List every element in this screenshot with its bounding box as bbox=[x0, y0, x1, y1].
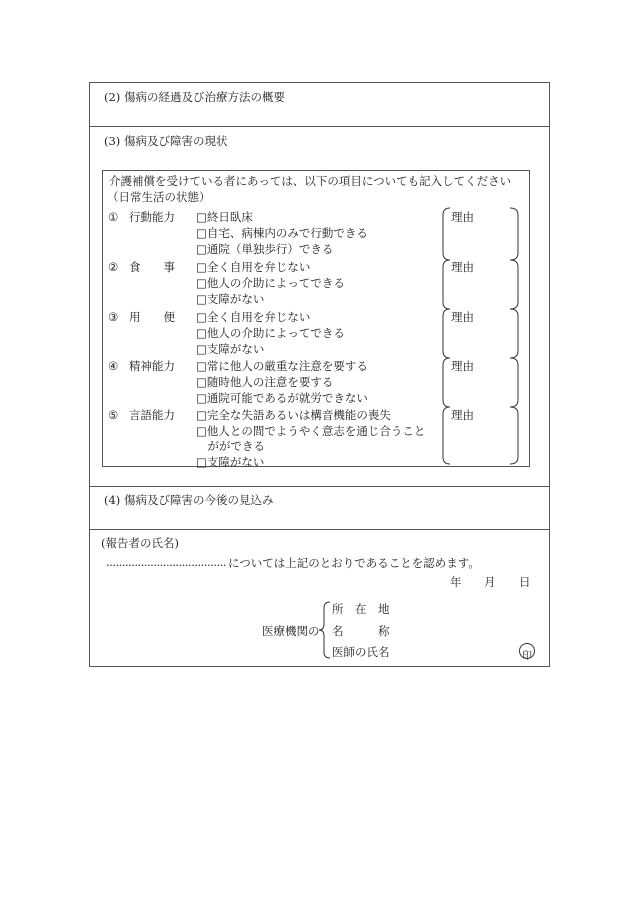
divider-3 bbox=[89, 529, 550, 530]
divider-2 bbox=[89, 486, 550, 487]
seal-icon bbox=[519, 643, 535, 662]
date-month[interactable]: 月 bbox=[484, 575, 496, 589]
item-5-label: 言語能力 bbox=[129, 408, 175, 422]
reason-5-bracket-left bbox=[443, 407, 450, 464]
reason-2-bracket-left bbox=[443, 260, 450, 309]
item-5-option-3[interactable]: □支障がない bbox=[196, 455, 265, 469]
reason-2-bracket-right bbox=[510, 260, 518, 309]
inner-header-line2: （日常生活の状態） bbox=[107, 190, 211, 204]
item-1-option-3[interactable]: □通院（単独歩行）できる bbox=[196, 242, 334, 256]
reason-4-bracket-right bbox=[510, 358, 518, 407]
item-4-label: 精神能力 bbox=[129, 359, 175, 373]
institution-name-label: 名 称 bbox=[332, 624, 390, 638]
reason-3-bracket-left bbox=[443, 309, 450, 358]
reason-brackets bbox=[440, 205, 524, 467]
reason-4-label: 理由 bbox=[451, 359, 474, 373]
reason-1-label: 理由 bbox=[451, 210, 474, 224]
item-3-option-1[interactable]: □全く自用を弁じない bbox=[196, 310, 311, 324]
date-year[interactable]: 年 bbox=[450, 575, 462, 589]
doctor-name-label: 医師の氏名 bbox=[332, 645, 390, 659]
item-3-option-3[interactable]: □支障がない bbox=[196, 342, 265, 356]
section-4-heading: (4) 傷病及び障害の今後の見込み bbox=[104, 493, 274, 507]
frame-top bbox=[89, 82, 550, 83]
item-2-number: ② bbox=[108, 260, 119, 274]
item-3-option-2[interactable]: □他人の介助によってできる bbox=[196, 326, 345, 340]
frame-right bbox=[549, 82, 550, 667]
reason-1-bracket-right bbox=[510, 208, 518, 260]
institution-brace bbox=[318, 600, 332, 660]
section-3-heading: (3) 傷病及び障害の現状 bbox=[104, 134, 228, 148]
inner-header-line1: 介護補償を受けている者にあっては、以下の項目についても記入してください bbox=[109, 174, 512, 188]
certification-statement: については上記のとおりであることを認めます。 bbox=[228, 556, 480, 570]
item-2-option-2[interactable]: □他人の介助によってできる bbox=[196, 276, 345, 290]
item-2-option-3[interactable]: □支障がない bbox=[196, 292, 265, 306]
frame-bottom bbox=[89, 666, 550, 667]
item-5-number: ⑤ bbox=[108, 408, 119, 422]
item-1-option-1[interactable]: □終日臥床 bbox=[196, 210, 253, 224]
item-5-option-1[interactable]: □完全な失語あるいは構音機能の喪失 bbox=[196, 408, 391, 422]
section-2-heading: (2) 傷病の経過及び治療方法の概要 bbox=[104, 90, 285, 104]
item-3-label: 用 便 bbox=[129, 310, 175, 324]
reason-2-label: 理由 bbox=[451, 260, 474, 274]
item-4-number: ④ bbox=[108, 359, 119, 373]
item-2-option-1[interactable]: □全く自用を弁じない bbox=[196, 260, 311, 274]
reason-4-bracket-left bbox=[443, 358, 450, 407]
date-day[interactable]: 日 bbox=[519, 575, 531, 589]
item-5-option-2[interactable]: □他人との間でようやく意志を通じ合うこと bbox=[196, 424, 426, 438]
item-2-label: 食 事 bbox=[129, 260, 175, 274]
item-3-number: ③ bbox=[108, 310, 119, 324]
institution-label: 医療機関の bbox=[262, 624, 320, 638]
item-4-option-1[interactable]: □常に他人の厳重な注意を要する bbox=[196, 359, 368, 373]
item-1-label: 行動能力 bbox=[129, 210, 175, 224]
seal-text: 印 bbox=[522, 650, 532, 662]
item-1-number: ① bbox=[108, 210, 119, 224]
item-4-option-2[interactable]: □随時他人の注意を要する bbox=[196, 375, 334, 389]
reason-1-bracket-left bbox=[443, 208, 450, 260]
address-label: 所 在 地 bbox=[332, 602, 390, 616]
reason-3-label: 理由 bbox=[451, 310, 474, 324]
reporter-name-dots[interactable]: ...................................... bbox=[106, 555, 226, 569]
reason-5-label: 理由 bbox=[451, 408, 474, 422]
item-4-option-3[interactable]: □通院可能であるが就労できない bbox=[196, 391, 368, 405]
item-5-option-2-cont: がができる bbox=[196, 439, 265, 453]
reason-3-bracket-right bbox=[510, 309, 518, 358]
reporter-name-label: (報告者の氏名) bbox=[101, 536, 179, 550]
frame-left bbox=[89, 82, 90, 667]
item-1-option-2[interactable]: □自宅、病棟内のみで行動できる bbox=[196, 226, 368, 240]
reason-5-bracket-right bbox=[510, 407, 518, 464]
divider-1 bbox=[89, 126, 550, 127]
